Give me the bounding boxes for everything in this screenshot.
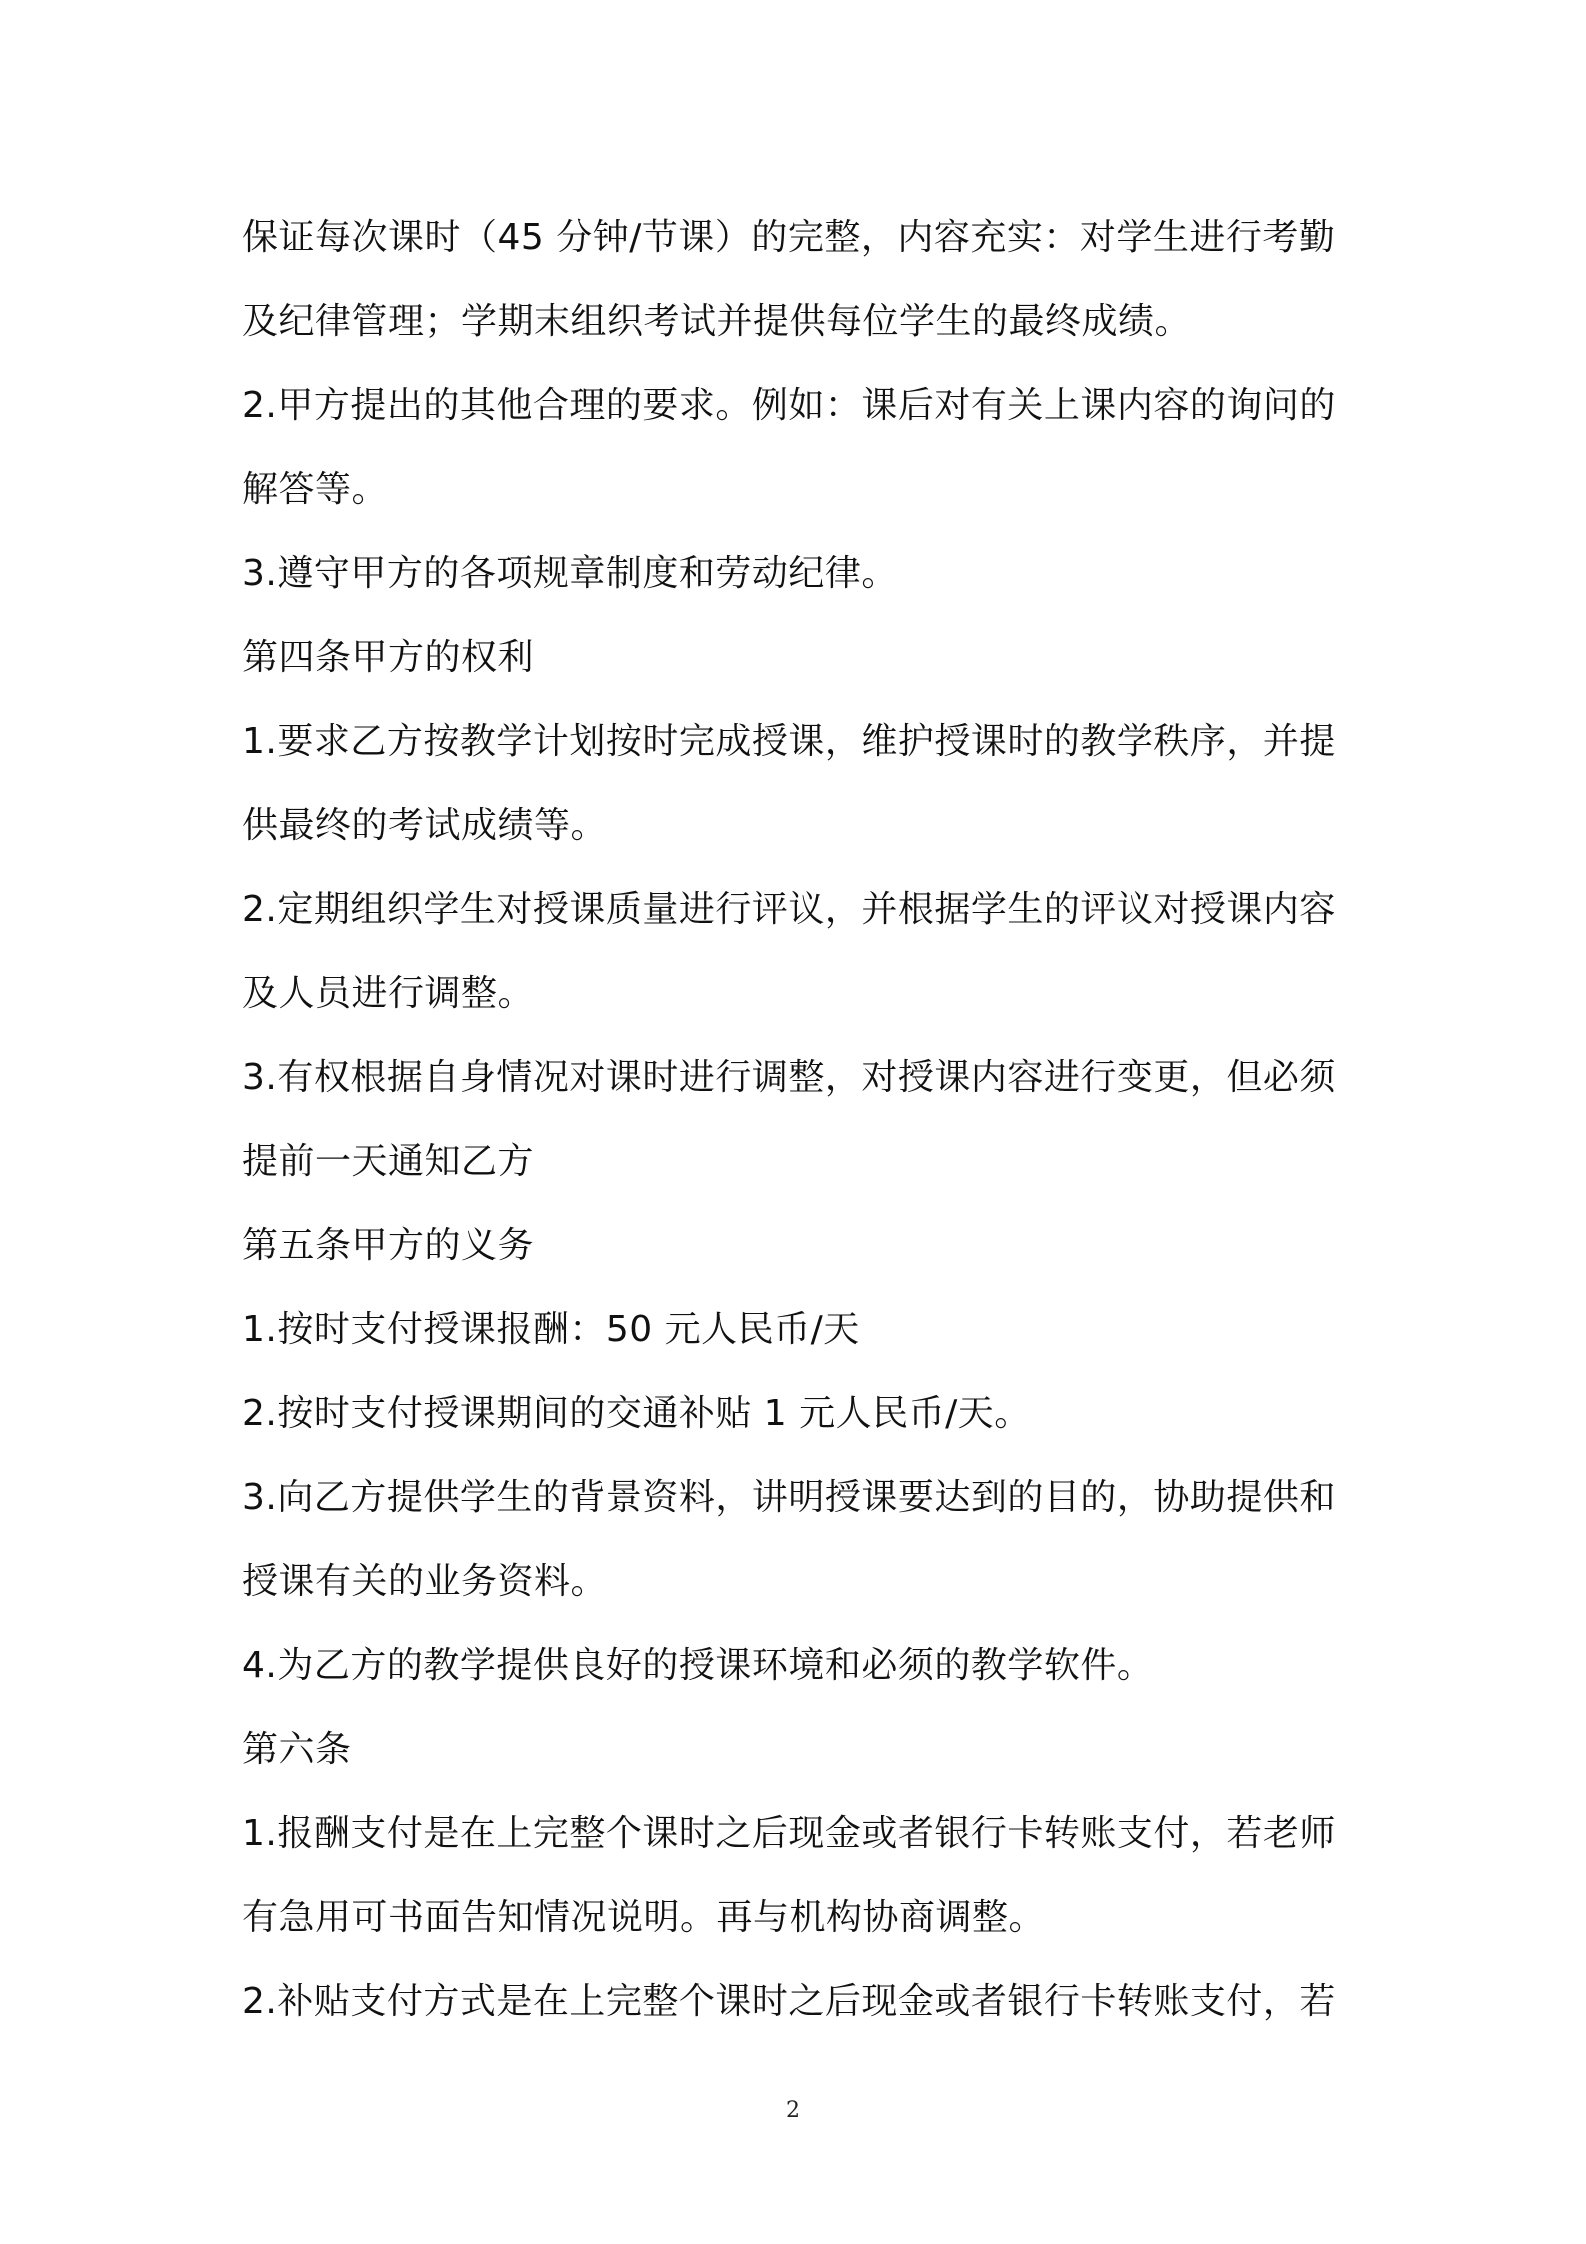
text-line: 及纪律管理；学期末组织考试并提供每位学生的最终成绩。 <box>242 301 1192 342</box>
text-line: 1.要求乙方按教学计划按时完成授课，维护授课时的教学秩序，并提 <box>242 721 1336 762</box>
text-line: 2.按时支付授课期间的交通补贴 1 元人民币/天。 <box>242 1393 1031 1434</box>
page-number: 2 <box>786 2098 800 2123</box>
section-heading: 第五条甲方的义务 <box>242 1225 535 1266</box>
text-line: 提前一天通知乙方 <box>242 1141 535 1182</box>
text-line: 2.定期组织学生对授课质量进行评议，并根据学生的评议对授课内容 <box>242 889 1336 930</box>
text-line: 供最终的考试成绩等。 <box>242 805 608 846</box>
text-line: 4.为乙方的教学提供良好的授课环境和必须的教学软件。 <box>242 1645 1154 1686</box>
text-line: 3.有权根据自身情况对课时进行调整，对授课内容进行变更，但必须 <box>242 1057 1336 1098</box>
text-line: 2.补贴支付方式是在上完整个课时之后现金或者银行卡转账支付，若 <box>242 1981 1336 2022</box>
text-line: 1.按时支付授课报酬：50 元人民币/天 <box>242 1309 860 1350</box>
text-line: 及人员进行调整。 <box>242 973 535 1014</box>
text-line: 3.向乙方提供学生的背景资料，讲明授课要达到的目的，协助提供和 <box>242 1477 1336 1518</box>
text-line: 保证每次课时（45 分钟/节课）的完整，内容充实：对学生进行考勤 <box>242 217 1336 258</box>
text-line: 1.报酬支付是在上完整个课时之后现金或者银行卡转账支付，若老师 <box>242 1813 1336 1854</box>
document-body <box>242 196 1358 2044</box>
section-heading: 第六条 <box>242 1729 352 1770</box>
text-line: 3.遵守甲方的各项规章制度和劳动纪律。 <box>242 553 898 594</box>
section-heading: 第四条甲方的权利 <box>242 637 535 678</box>
text-line: 2.甲方提出的其他合理的要求。例如：课后对有关上课内容的询问的 <box>242 385 1336 426</box>
text-line: 解答等。 <box>242 469 389 510</box>
text-line: 有急用可书面告知情况说明。再与机构协商调整。 <box>242 1897 1046 1938</box>
text-line: 授课有关的业务资料。 <box>242 1561 608 1602</box>
